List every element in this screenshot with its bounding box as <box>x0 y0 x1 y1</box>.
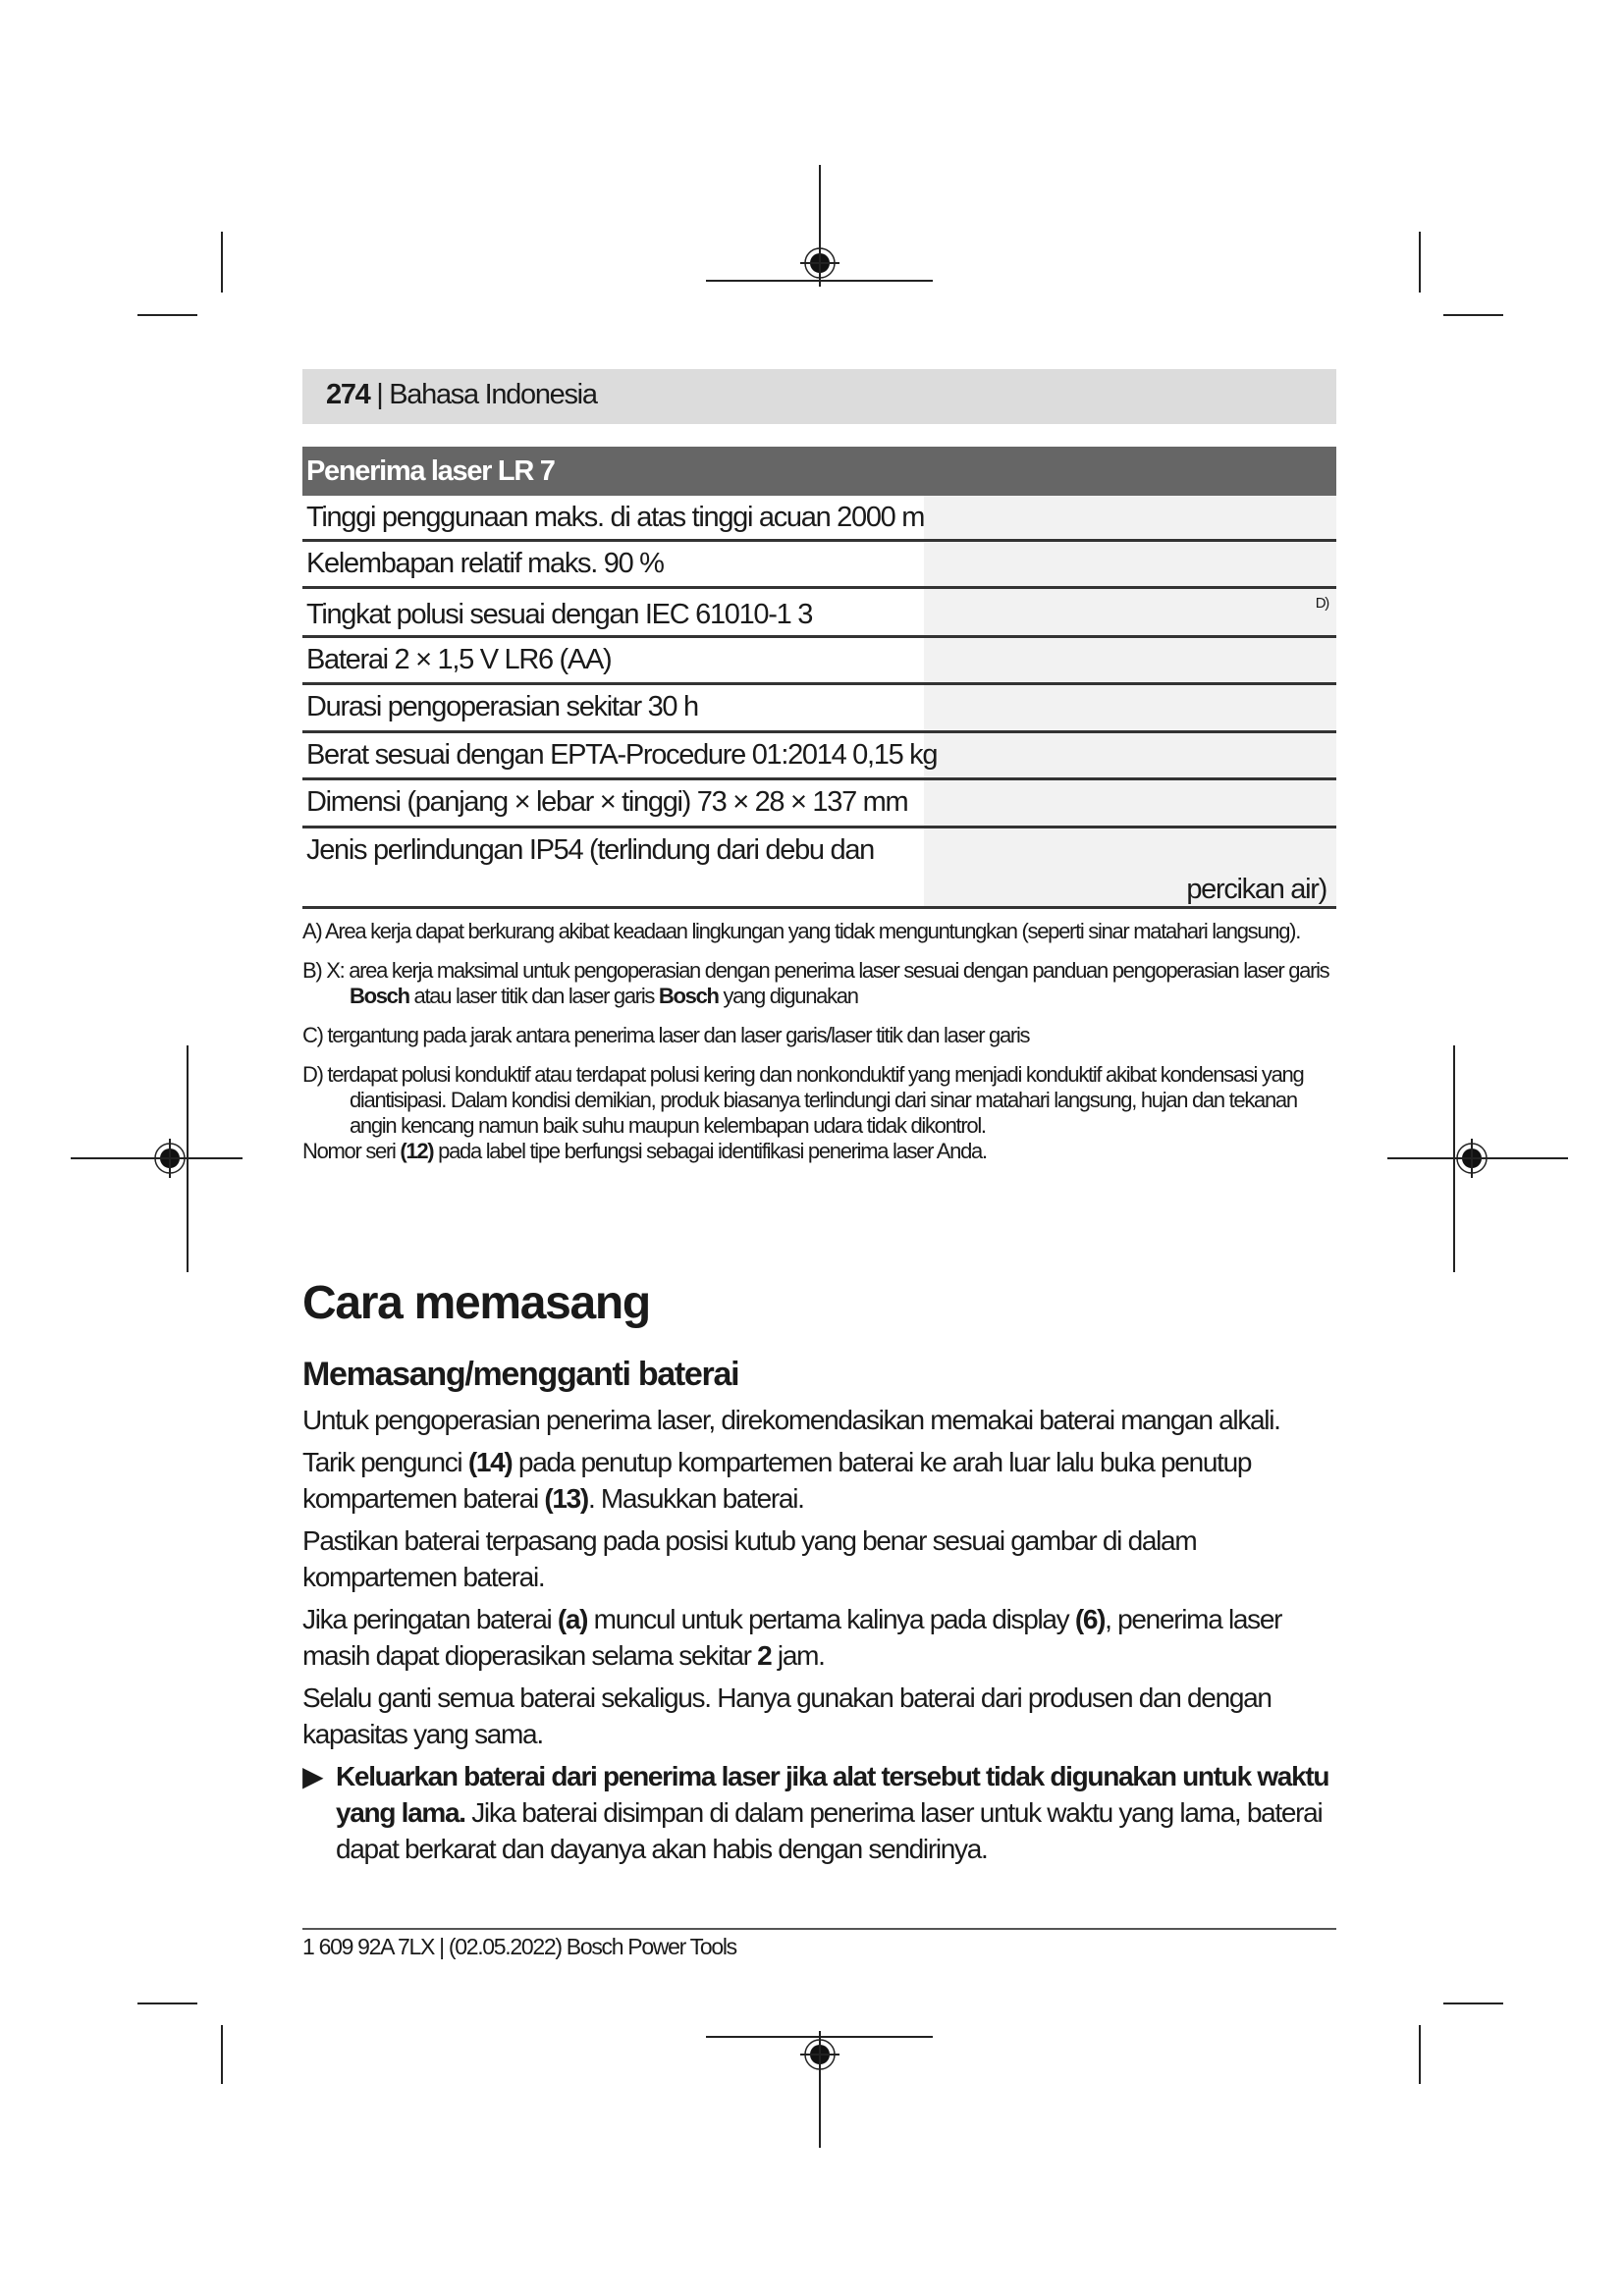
row-label-continuation: percikan air) <box>1186 874 1326 905</box>
table-row <box>302 828 1336 909</box>
header-language: Bahasa Indonesia <box>389 379 597 410</box>
registration-target-icon <box>800 243 839 283</box>
warning-item <box>302 1758 1343 1867</box>
footnote-b: B) X: area kerja maksimal untuk pengoperasian dengan penerima laser sesuai dengan panduan pengoperasian laser garis Bosch atau laser titik dan laser garis Bosch yang digunakan <box>302 958 1329 1008</box>
footnote-c: C) tergantung pada jarak antara penerima laser dan laser garis/laser titik dan laser garis <box>302 1023 1030 1047</box>
row-label: Tinggi penggunaan maks. di atas tinggi acuan 2000 m <box>306 502 925 533</box>
registration-target-icon <box>1452 1139 1491 1178</box>
table-row <box>302 733 1336 780</box>
serial-number-note: Nomor seri (12) pada label tipe berfungsi sebagai identifikasi penerima laser Anda. <box>302 1139 987 1163</box>
table-row <box>302 589 1336 638</box>
table-row <box>302 638 1336 685</box>
warning-text: Jika baterai disimpan di dalam penerima laser untuk waktu yang lama, baterai dapat berkarat dan dayanya akan habis dengan sendirinya. <box>336 1797 1323 1864</box>
table-row <box>302 542 1336 589</box>
footer-divider <box>302 1928 1336 1930</box>
row-label: Kelembapan relatif maks. 90 % <box>306 548 664 579</box>
section-installation <box>302 1276 1343 1867</box>
table-row <box>302 780 1336 828</box>
row-label: Tingkat polusi sesuai dengan IEC 61010-1 3 <box>306 599 813 630</box>
footnote-ref: D) <box>1315 595 1328 612</box>
paragraph: Selalu ganti semua baterai sekaligus. Hanya gunakan baterai dari produsen dan dengan kapasitas yang sama. <box>302 1682 1272 1749</box>
paragraph: Jika peringatan baterai (a) muncul untuk pertama kalinya pada display (6), penerima laser masih dapat dioperasikan selama sekitar 2 jam. <box>302 1604 1282 1671</box>
spec-table <box>302 447 1336 909</box>
paragraph: Untuk pengoperasian penerima laser, direkomendasikan memakai baterai mangan alkali. <box>302 1405 1280 1435</box>
row-label: Baterai 2 × 1,5 V LR6 (AA) <box>306 644 612 675</box>
warning-bold: Keluarkan baterai dari penerima laser jika alat tersebut tidak digunakan untuk waktu yang lama. <box>336 1761 1329 1828</box>
row-label: Berat sesuai dengan EPTA-Procedure 01:2014 0,15 kg <box>306 739 938 771</box>
subsection-title: Memasang/mengganti baterai <box>302 1356 739 1393</box>
paragraph: Pastikan baterai terpasang pada posisi kutub yang benar sesuai gambar di dalam kompartemen baterai. <box>302 1525 1197 1592</box>
registration-target-icon <box>150 1139 189 1178</box>
row-label: Dimensi (panjang × lebar × tinggi) 73 × 28 × 137 mm <box>306 786 908 818</box>
page-header <box>302 369 1336 424</box>
table-row <box>302 685 1336 733</box>
table-row <box>302 496 1336 542</box>
paragraph: Tarik pengunci (14) pada penutup kompartemen baterai ke arah luar lalu buka penutup kompartemen baterai (13). Masukkan baterai. <box>302 1447 1252 1514</box>
section-title: Cara memasang <box>302 1277 650 1329</box>
header-separator: | <box>376 379 383 410</box>
registration-target-icon <box>800 2035 839 2074</box>
page-footer: 1 609 92A 7LX | (02.05.2022) Bosch Power Tools <box>302 1934 736 1959</box>
triangle-bullet-icon: ▶ <box>302 1761 323 1791</box>
footnotes <box>302 919 1336 1164</box>
footnote-d: D) terdapat polusi konduktif atau terdapat polusi kering dan nonkonduktif yang menjadi konduktif akibat kondensasi yang diantisipasi. Dalam kondisi demikian, produk biasanya terlindungi dari sinar matahari langsung, hujan dan tekanan angin kencang namun baik suhu maupun kelembapan udara tidak dikontrol. <box>302 1062 1304 1138</box>
row-label: Jenis perlindungan IP54 (terlindung dari debu dan <box>306 834 874 866</box>
footnote-a: A) Area kerja dapat berkurang akibat keadaan lingkungan yang tidak menguntungkan (seperti sinar matahari langsung). <box>302 919 1301 943</box>
spec-table-title: Penerima laser LR 7 <box>302 447 1336 496</box>
row-label: Durasi pengoperasian sekitar 30 h <box>306 691 698 722</box>
page-number: 274 <box>326 379 370 410</box>
